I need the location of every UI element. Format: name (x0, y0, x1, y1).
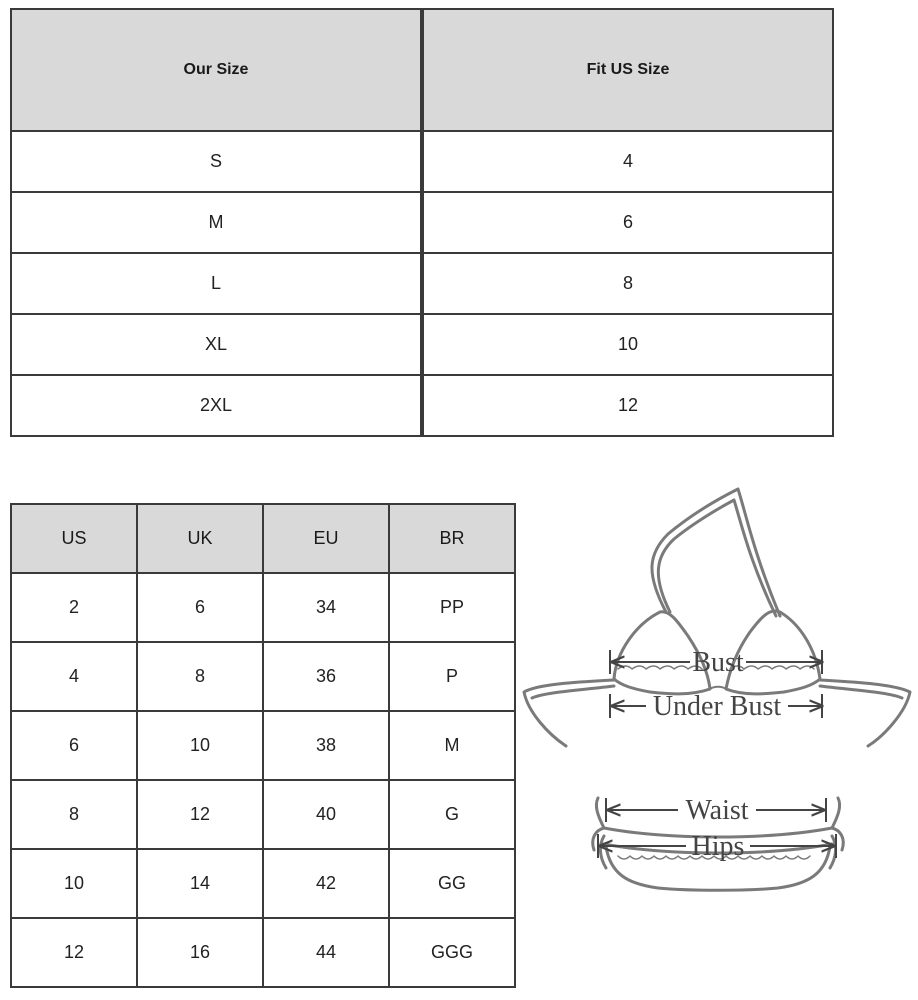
us-cell: 6 (11, 711, 137, 780)
table-row (11, 375, 833, 436)
bikini-measurement-diagram (518, 484, 916, 894)
bust-label: Bust (692, 647, 744, 678)
br-cell: GGG (389, 918, 515, 987)
eu-cell: 38 (263, 711, 389, 780)
table-row (11, 192, 833, 253)
our-size-cell: M (11, 192, 422, 253)
br-cell: P (389, 642, 515, 711)
waist-label: Waist (685, 795, 749, 826)
hips-label: Hips (691, 831, 745, 862)
br-cell: PP (389, 573, 515, 642)
uk-cell: 14 (137, 849, 263, 918)
table-row (11, 780, 515, 849)
table-row (11, 131, 833, 192)
header-us: US (11, 504, 137, 573)
our-size-cell: XL (11, 314, 422, 375)
header-our-size: Our Size (11, 9, 422, 131)
uk-cell: 12 (137, 780, 263, 849)
table-row (11, 918, 515, 987)
eu-cell: 40 (263, 780, 389, 849)
table-row (11, 573, 515, 642)
us-cell: 12 (11, 918, 137, 987)
size-conversion-table (10, 503, 516, 988)
under-bust-label: Under Bust (652, 691, 782, 722)
header-uk: UK (137, 504, 263, 573)
us-cell: 8 (11, 780, 137, 849)
conversion-table-header-row (11, 504, 515, 573)
uk-cell: 6 (137, 573, 263, 642)
uk-cell: 16 (137, 918, 263, 987)
fit-us-size-cell: 12 (422, 375, 833, 436)
header-eu: EU (263, 504, 389, 573)
eu-cell: 42 (263, 849, 389, 918)
eu-cell: 44 (263, 918, 389, 987)
our-size-cell: 2XL (11, 375, 422, 436)
table-row (11, 642, 515, 711)
br-cell: M (389, 711, 515, 780)
fit-us-size-cell: 8 (422, 253, 833, 314)
fit-table-header-row (11, 9, 833, 131)
uk-cell: 10 (137, 711, 263, 780)
us-cell: 10 (11, 849, 137, 918)
header-br: BR (389, 504, 515, 573)
fit-size-table (10, 8, 834, 437)
table-row (11, 711, 515, 780)
us-cell: 2 (11, 573, 137, 642)
eu-cell: 36 (263, 642, 389, 711)
table-row (11, 253, 833, 314)
uk-cell: 8 (137, 642, 263, 711)
measurement-lines (598, 650, 836, 858)
fit-us-size-cell: 4 (422, 131, 833, 192)
us-cell: 4 (11, 642, 137, 711)
our-size-cell: S (11, 131, 422, 192)
header-fit-us-size: Fit US Size (422, 9, 833, 131)
table-row (11, 314, 833, 375)
table-row (11, 849, 515, 918)
fit-us-size-cell: 6 (422, 192, 833, 253)
fit-us-size-cell: 10 (422, 314, 833, 375)
br-cell: GG (389, 849, 515, 918)
eu-cell: 34 (263, 573, 389, 642)
our-size-cell: L (11, 253, 422, 314)
br-cell: G (389, 780, 515, 849)
